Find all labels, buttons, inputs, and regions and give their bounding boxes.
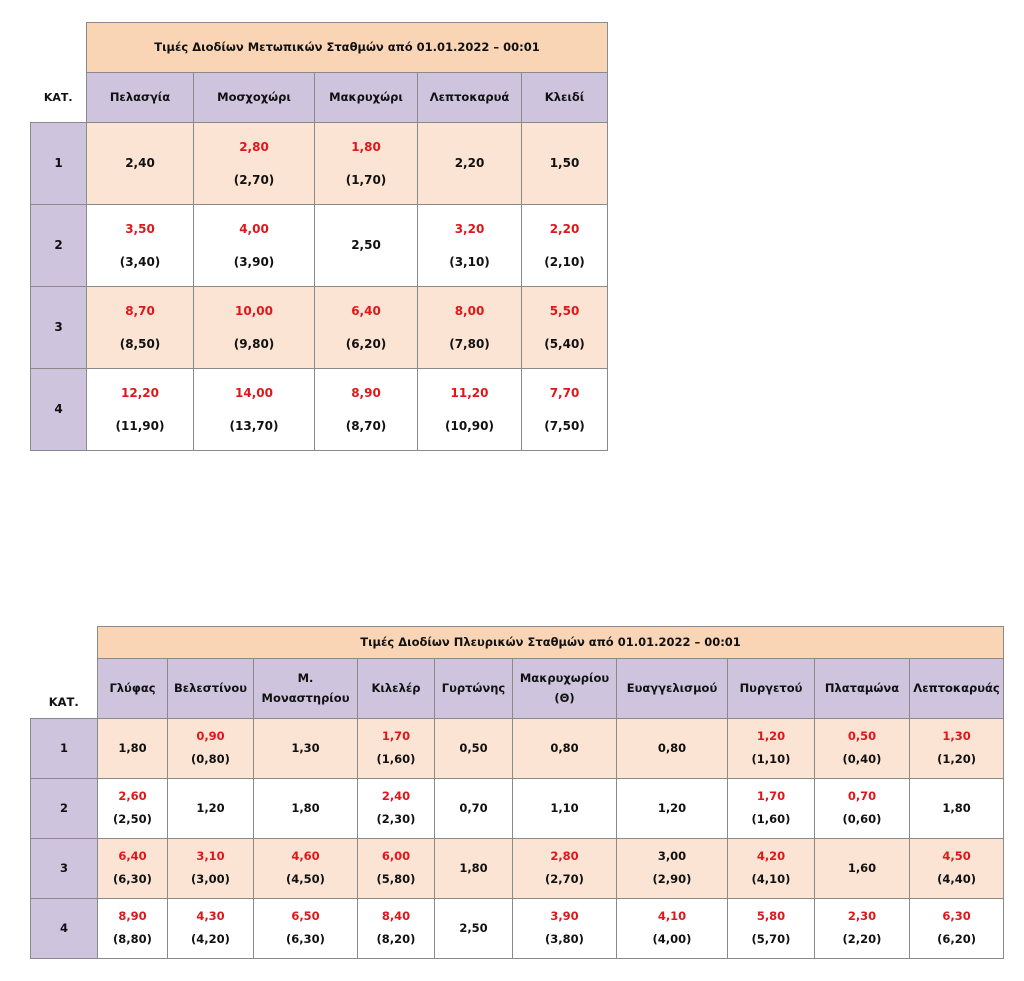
column-header — [358, 659, 435, 719]
previous-price: (0,40) — [842, 752, 882, 766]
price-value: 1,10 — [550, 800, 579, 815]
price-cell — [358, 719, 435, 779]
price-value: 1,50 — [549, 156, 580, 171]
previous-price: (4,20) — [191, 932, 230, 946]
category-number: 4 — [31, 899, 98, 959]
new-price: 4,60 — [291, 849, 320, 864]
new-price: 2,40 — [381, 789, 411, 804]
column-header — [815, 659, 910, 719]
previous-price: (2,70) — [545, 872, 584, 886]
price-cell — [513, 719, 617, 779]
previous-price: (10,90) — [445, 418, 494, 433]
price-cell — [87, 123, 194, 205]
price-value: 0,80 — [657, 740, 687, 755]
price-cell — [522, 369, 608, 451]
column-header-line: Κιλελέρ — [371, 680, 421, 695]
previous-price: (1,60) — [376, 752, 416, 766]
previous-price: (0,60) — [842, 812, 882, 826]
price-cell — [358, 899, 435, 959]
price-cell — [98, 839, 168, 899]
category-row — [31, 369, 608, 451]
column-header-line: Γυρτώνης — [441, 680, 506, 695]
previous-price: (2,10) — [544, 254, 585, 269]
price-cell — [522, 205, 608, 287]
previous-price: (5,80) — [376, 872, 416, 886]
previous-price: (2,70) — [233, 172, 275, 187]
price-value: 2,50 — [459, 920, 488, 935]
previous-price: (8,20) — [376, 932, 416, 946]
price-cell — [522, 287, 608, 369]
previous-price: (3,40) — [119, 254, 161, 269]
new-price: 2,80 — [550, 849, 579, 864]
category-number: 3 — [31, 839, 98, 899]
price-cell — [418, 123, 522, 205]
column-header — [254, 659, 358, 719]
price-cell — [418, 287, 522, 369]
column-header-line: Μακρυχωρίου — [519, 670, 610, 685]
previous-price: (5,40) — [544, 336, 585, 351]
corner-blank — [31, 627, 98, 659]
price-value: 1,20 — [657, 800, 687, 815]
price-cell — [910, 779, 1004, 839]
previous-price: (2,50) — [113, 812, 152, 826]
new-price: 7,70 — [549, 386, 580, 401]
price-cell — [168, 779, 254, 839]
price-cell — [728, 719, 815, 779]
price-cell — [98, 899, 168, 959]
price-cell — [435, 839, 513, 899]
side-stations-toll-table — [30, 626, 1004, 959]
column-header: Λεπτοκαρυά — [418, 73, 522, 123]
new-price: 5,80 — [756, 909, 786, 924]
new-price: 1,70 — [756, 789, 786, 804]
price-cell — [513, 899, 617, 959]
price-cell — [98, 779, 168, 839]
price-cell — [617, 719, 728, 779]
new-price: 8,90 — [351, 386, 381, 401]
new-price: 8,70 — [125, 304, 155, 319]
price-cell — [87, 287, 194, 369]
price-cell — [815, 779, 910, 839]
price-cell — [194, 287, 315, 369]
price-cell — [254, 839, 358, 899]
new-price: 2,60 — [118, 789, 147, 804]
previous-price: (2,30) — [376, 812, 416, 826]
front-stations-toll-table — [30, 22, 608, 451]
new-price: 12,20 — [121, 386, 159, 401]
corner-blank — [31, 23, 87, 73]
category-row — [31, 287, 608, 369]
price-value: 2,50 — [351, 238, 381, 253]
previous-price: (8,50) — [119, 336, 161, 351]
previous-price: (1,20) — [937, 752, 976, 766]
previous-price: (3,00) — [191, 872, 230, 886]
column-header: Πελασγία — [87, 73, 194, 123]
previous-price: (3,80) — [545, 932, 584, 946]
price-cell — [815, 719, 910, 779]
column-header-line: Πλαταμώνα — [824, 680, 900, 695]
category-number: 2 — [31, 205, 87, 287]
price-cell — [315, 205, 418, 287]
previous-price: (9,80) — [233, 336, 275, 351]
price-cell — [358, 839, 435, 899]
previous-price: (7,50) — [544, 418, 585, 433]
previous-price: (6,20) — [937, 932, 976, 946]
new-price: 2,80 — [239, 140, 269, 155]
category-number: 1 — [31, 719, 98, 779]
column-header: Κλειδί — [522, 73, 608, 123]
table-title: Τιμές Διοδίων Μετωπικών Σταθμών από 01.01.2022 – 00:01 — [87, 23, 608, 73]
previous-price: (4,50) — [286, 872, 325, 886]
category-number: 4 — [31, 369, 87, 451]
column-header-line: Γλύφας — [109, 680, 156, 695]
price-cell — [513, 839, 617, 899]
previous-price: (13,70) — [229, 418, 279, 433]
previous-price: (3,90) — [233, 254, 275, 269]
price-cell — [728, 899, 815, 959]
new-price: 10,00 — [235, 304, 273, 319]
column-header — [98, 659, 168, 719]
category-row — [31, 899, 1004, 959]
new-price: 6,40 — [351, 304, 381, 319]
column-header-line: Μ. — [297, 670, 314, 685]
column-header — [728, 659, 815, 719]
category-row — [31, 205, 608, 287]
price-cell — [254, 899, 358, 959]
price-cell — [87, 205, 194, 287]
price-value: 2,40 — [125, 156, 155, 171]
previous-price: (5,70) — [751, 932, 791, 946]
category-number: 2 — [31, 779, 98, 839]
new-price: 1,70 — [381, 729, 411, 744]
price-value: 1,80 — [291, 800, 320, 815]
new-price: 3,00 — [657, 849, 687, 864]
column-header — [617, 659, 728, 719]
category-number: 3 — [31, 287, 87, 369]
price-cell — [513, 779, 617, 839]
category-row — [31, 839, 1004, 899]
new-price: 0,50 — [847, 729, 877, 744]
price-cell — [254, 779, 358, 839]
new-price: 6,30 — [942, 909, 971, 924]
price-value: 1,80 — [942, 800, 971, 815]
new-price: 4,30 — [196, 909, 225, 924]
column-header-line: Μοναστηρίου — [261, 690, 350, 705]
price-cell — [617, 839, 728, 899]
category-number: 1 — [31, 123, 87, 205]
price-cell — [728, 839, 815, 899]
category-header: ΚΑΤ. — [31, 73, 87, 123]
previous-price: (8,80) — [113, 932, 152, 946]
column-header — [910, 659, 1004, 719]
previous-price: (4,40) — [937, 872, 976, 886]
previous-price: (4,10) — [751, 872, 791, 886]
new-price: 0,90 — [196, 729, 225, 744]
price-value: 2,20 — [454, 156, 485, 171]
column-header-line: Ευαγγελισμού — [626, 680, 718, 695]
price-value: 0,70 — [459, 800, 488, 815]
price-value: 1,80 — [118, 740, 147, 755]
new-price: 6,50 — [291, 909, 320, 924]
price-cell — [98, 719, 168, 779]
price-cell — [254, 719, 358, 779]
new-price: 3,20 — [454, 222, 485, 237]
price-cell — [87, 369, 194, 451]
new-price: 1,80 — [351, 140, 381, 155]
price-cell — [617, 779, 728, 839]
previous-price: (1,10) — [751, 752, 791, 766]
new-price: 3,90 — [550, 909, 579, 924]
price-cell — [168, 899, 254, 959]
price-value: 1,60 — [847, 860, 877, 875]
category-header: ΚΑΤ. — [31, 659, 98, 719]
price-value: 0,80 — [550, 740, 579, 755]
previous-price: (2,90) — [652, 872, 692, 886]
table-title: Τιμές Διοδίων Πλευρικών Σταθμών από 01.01.2022 – 00:01 — [98, 627, 1004, 659]
new-price: 6,40 — [118, 849, 147, 864]
column-header: Μοσχοχώρι — [194, 73, 315, 123]
column-header-line: Πυργετού — [739, 680, 803, 695]
new-price: 6,00 — [381, 849, 411, 864]
previous-price: (6,30) — [113, 872, 152, 886]
header-row — [31, 659, 1004, 719]
price-value: 1,30 — [291, 740, 320, 755]
previous-price: (3,10) — [449, 254, 490, 269]
price-cell — [435, 899, 513, 959]
new-price: 0,70 — [847, 789, 877, 804]
price-cell — [418, 205, 522, 287]
price-cell — [617, 899, 728, 959]
price-cell — [358, 779, 435, 839]
previous-price: (4,00) — [652, 932, 692, 946]
price-cell — [194, 369, 315, 451]
new-price: 14,00 — [235, 386, 273, 401]
previous-price: (7,80) — [449, 336, 490, 351]
price-value: 1,20 — [196, 800, 225, 815]
new-price: 1,30 — [942, 729, 971, 744]
price-cell — [435, 719, 513, 779]
new-price: 1,20 — [756, 729, 786, 744]
price-cell — [435, 779, 513, 839]
previous-price: (11,90) — [115, 418, 165, 433]
new-price: 4,00 — [239, 222, 269, 237]
column-header-line: Βελεστίνου — [173, 680, 248, 695]
price-cell — [315, 123, 418, 205]
price-cell — [522, 123, 608, 205]
category-row — [31, 123, 608, 205]
new-price: 2,20 — [549, 222, 580, 237]
new-price: 2,30 — [847, 909, 877, 924]
price-cell — [418, 369, 522, 451]
previous-price: (6,20) — [345, 336, 387, 351]
price-cell — [815, 899, 910, 959]
price-cell — [168, 839, 254, 899]
price-cell — [910, 899, 1004, 959]
price-value: 1,80 — [459, 860, 488, 875]
new-price: 3,10 — [196, 849, 225, 864]
new-price: 11,20 — [450, 386, 489, 401]
new-price: 4,50 — [942, 849, 971, 864]
previous-price: (6,30) — [286, 932, 325, 946]
price-cell — [315, 369, 418, 451]
new-price: 8,00 — [454, 304, 485, 319]
new-price: 8,90 — [118, 909, 147, 924]
category-row — [31, 719, 1004, 779]
previous-price: (2,20) — [842, 932, 882, 946]
price-cell — [194, 123, 315, 205]
price-cell — [728, 779, 815, 839]
column-header-line: Λεπτοκαρυάς — [913, 680, 1000, 695]
price-value: 0,50 — [459, 740, 488, 755]
previous-price: (1,70) — [345, 172, 387, 187]
column-header — [168, 659, 254, 719]
new-price: 8,40 — [381, 909, 411, 924]
column-header: Μακρυχώρι — [315, 73, 418, 123]
new-price: 4,10 — [657, 909, 687, 924]
price-cell — [194, 205, 315, 287]
column-header-line: (Θ) — [554, 690, 575, 705]
new-price: 4,20 — [756, 849, 786, 864]
column-header — [435, 659, 513, 719]
price-cell — [910, 719, 1004, 779]
new-price: 5,50 — [549, 304, 580, 319]
previous-price: (0,80) — [191, 752, 230, 766]
price-cell — [315, 287, 418, 369]
header-row — [31, 73, 608, 123]
column-header — [513, 659, 617, 719]
category-row — [31, 779, 1004, 839]
price-cell — [168, 719, 254, 779]
price-cell — [910, 839, 1004, 899]
previous-price: (8,70) — [345, 418, 387, 433]
previous-price: (1,60) — [751, 812, 791, 826]
new-price: 3,50 — [125, 222, 155, 237]
price-cell — [815, 839, 910, 899]
